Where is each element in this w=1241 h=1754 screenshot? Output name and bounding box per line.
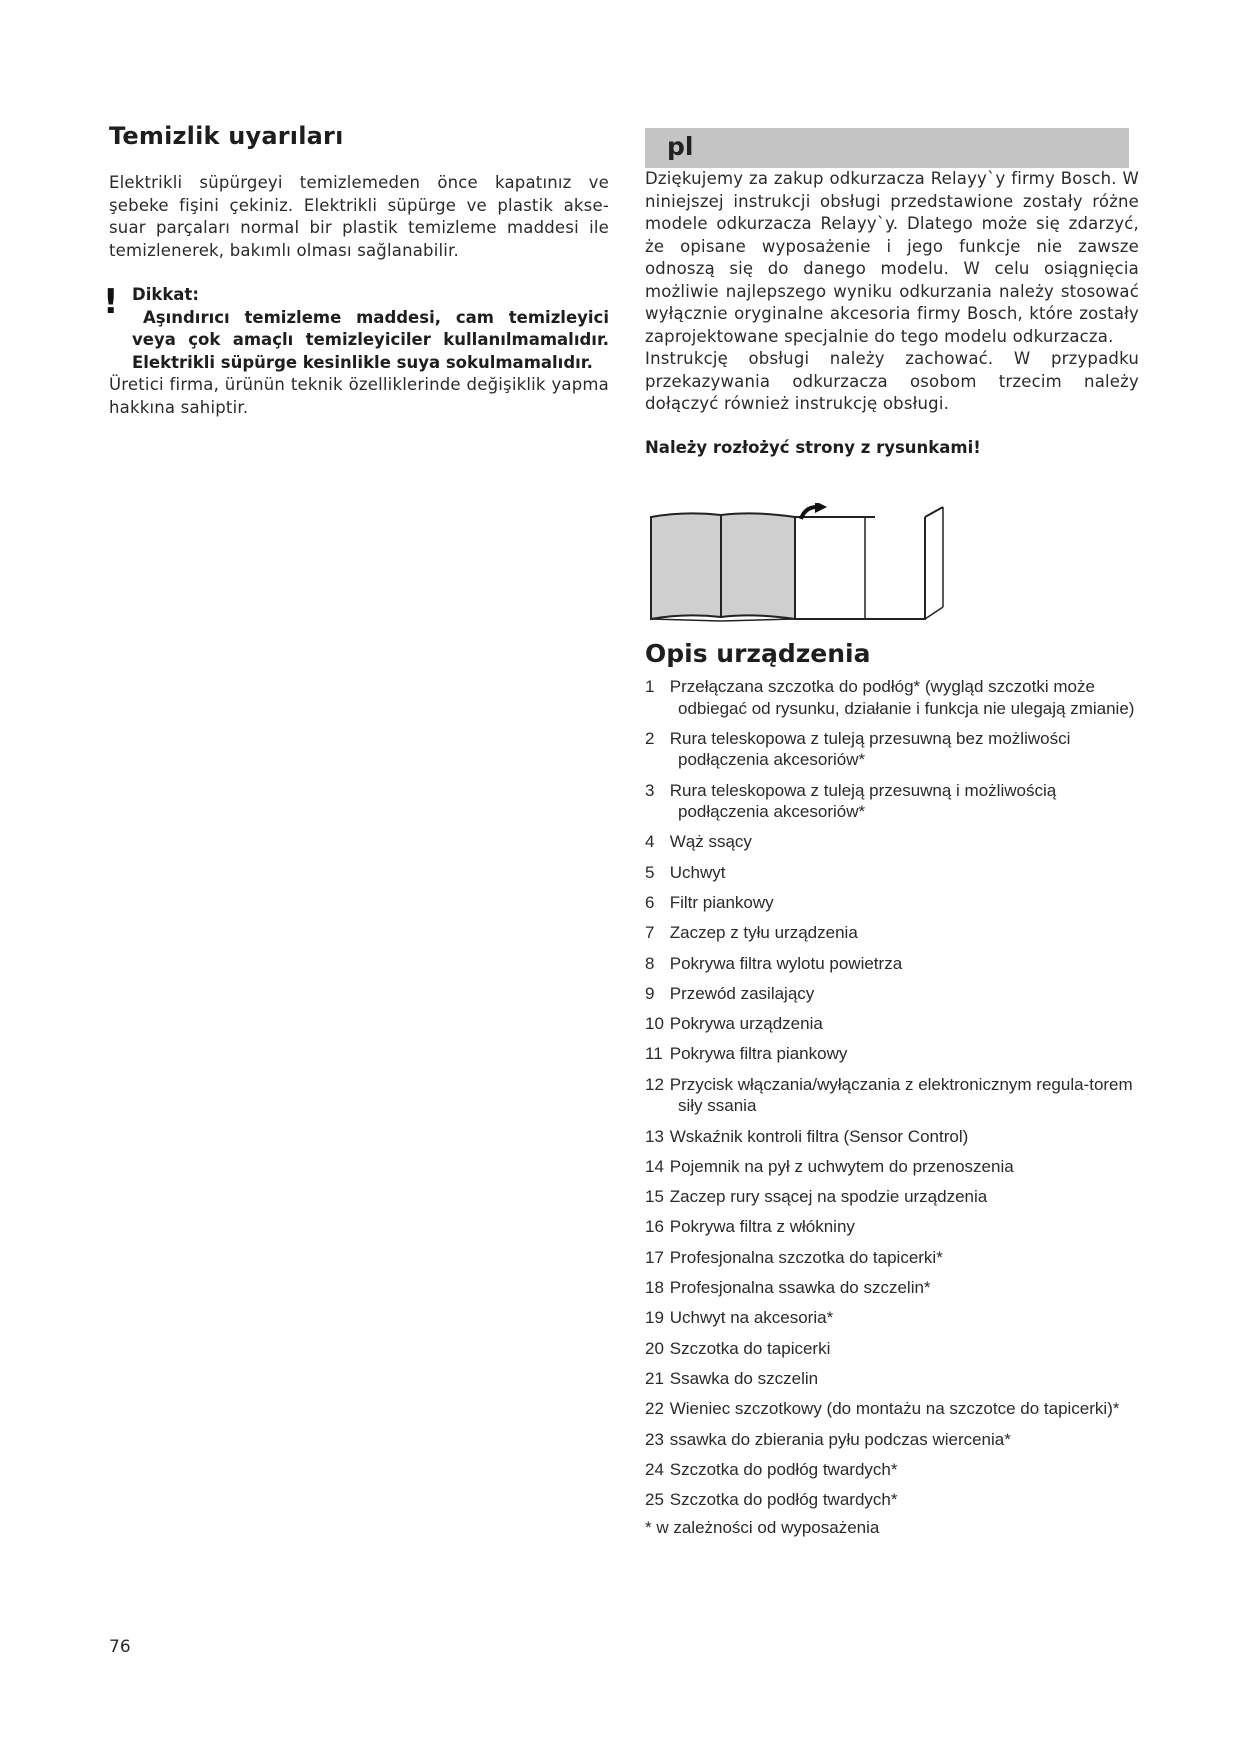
list-item: 4 Wąż ssący: [645, 832, 752, 852]
language-code: pl: [667, 132, 694, 161]
list-item: 16 Pokrywa filtra z włókniny: [645, 1217, 855, 1237]
left-column: [103, 122, 609, 419]
list-item: 7 Zaczep z tyłu urządzenia: [645, 923, 858, 943]
parts-list: [645, 676, 1139, 1511]
warning-block: [103, 282, 609, 374]
cleaning-paragraph: Elektrikli süpürgeyi temizlemeden önce kapatınız ve şebeke fişini çekiniz. Elektrikli süpürge ve plastik akse-suar parçaları normal bir plastik temizleme maddesi ile temizlenerek, bakımlı olması sağlanabilir.: [109, 173, 609, 260]
footnote: * w zależności od wyposażenia: [645, 1518, 880, 1538]
list-item: 11 Pokrywa filtra piankowy: [645, 1044, 848, 1064]
right-column: [645, 128, 1139, 1538]
list-item: 21 Ssawka do szczelin: [645, 1368, 819, 1388]
fold-out-note: Należy rozłożyć strony z rysunkami!: [645, 437, 981, 457]
list-item: 3 Rura teleskopowa z tuleją przesuwną i możliwością podłączenia akcesoriów*: [645, 780, 1057, 822]
list-item: 10 Pokrywa urządzenia: [645, 1014, 823, 1034]
warning-text: [132, 307, 609, 375]
language-banner: [645, 128, 1129, 168]
list-item: 25 Szczotka do podłóg twardych*: [645, 1490, 898, 1510]
list-item: 13 Wskaźnik kontroli filtra (Sensor Control): [645, 1126, 969, 1146]
list-item: 15 Zaczep rury ssącej na spodzie urządzenia: [645, 1187, 988, 1207]
list-item: 14 Pojemnik na pył z uchwytem do przenoszenia: [645, 1156, 1014, 1176]
intro-paragraph-1: Dziękujemy za zakup odkurzacza Relayy`y firmy Bosch. W niniejszej instrukcji obsługi przedstawione zostały różne modele odkurzacza Relayy`y. Dlatego może się zdarzyć, że opisane wyposażenie i jego funkcje nie zawsze odnoszą się do danego modelu. W celu osiągnięcia możliwie najlepszego wyniku odkurzania należy stosować wyłącznie oryginalne akcesoria firmy Bosch, które zostały zaprojektowane specjalnie do tego modelu odkurzacza.: [645, 169, 1139, 346]
list-item: 20 Szczotka do tapicerki: [645, 1338, 831, 1358]
warning-line-2: Elektrikli süpürge kesinlikle suya sokulmamalıdır.: [132, 352, 593, 372]
list-item: 5 Uchwyt: [645, 862, 726, 882]
warning-title: Dikkat:: [132, 285, 199, 304]
list-item: 23 ssawka do zbierania pyłu podczas wiercenia*: [645, 1429, 1011, 1449]
list-item: 1 Przełączana szczotka do podłóg* (wygląd szczotki może odbiegać od rysunku, działanie i funkcja nie ulegają zmianie): [645, 677, 1135, 718]
list-item: 12 Przycisk włączania/wyłączania z elektronicznym regula-torem siły ssania: [645, 1074, 1133, 1116]
list-item: 18 Profesjonalna ssawka do szczelin*: [645, 1278, 931, 1298]
intro-paragraph-2: Instrukcję obsługi należy zachować. W przypadku przekazywania odkurzacza osobom trzecim należy dołączyć również instrukcję obsługi.: [645, 349, 1139, 413]
page-number: 76: [109, 1637, 131, 1657]
list-item: 6 Filtr piankowy: [645, 892, 774, 912]
exclamation-icon: !: [103, 282, 119, 322]
manufacturer-note: Üretici firma, ürünün teknik özelliklerinde değişiklik yapma hakkına sahiptir.: [109, 375, 609, 417]
list-item: 9 Przewód zasilający: [645, 983, 815, 1003]
list-item: 22 Wieniec szczotkowy (do montażu na szczotce do tapicerki)*: [645, 1399, 1120, 1419]
device-description-title: Opis urządzenia: [645, 639, 871, 668]
list-item: 8 Pokrywa filtra wylotu powietrza: [645, 953, 903, 973]
section-title-cleaning: Temizlik uyarıları: [109, 122, 344, 150]
list-item: 17 Profesjonalna szczotka do tapicerki*: [645, 1247, 943, 1267]
warning-line-1: Aşındırıcı temizleme maddesi, cam temizleyici veya çok amaçlı temizleyiciler kullanılmamalıdır.: [132, 307, 609, 349]
list-item: 19 Uchwyt na akcesoria*: [645, 1308, 834, 1328]
list-item: 24 Szczotka do podłóg twardych*: [645, 1459, 898, 1479]
list-item: 2 Rura teleskopowa z tuleją przesuwną bez możliwości podłączenia akcesoriów*: [645, 728, 1071, 770]
fold-out-pages-illustration: [645, 503, 955, 627]
